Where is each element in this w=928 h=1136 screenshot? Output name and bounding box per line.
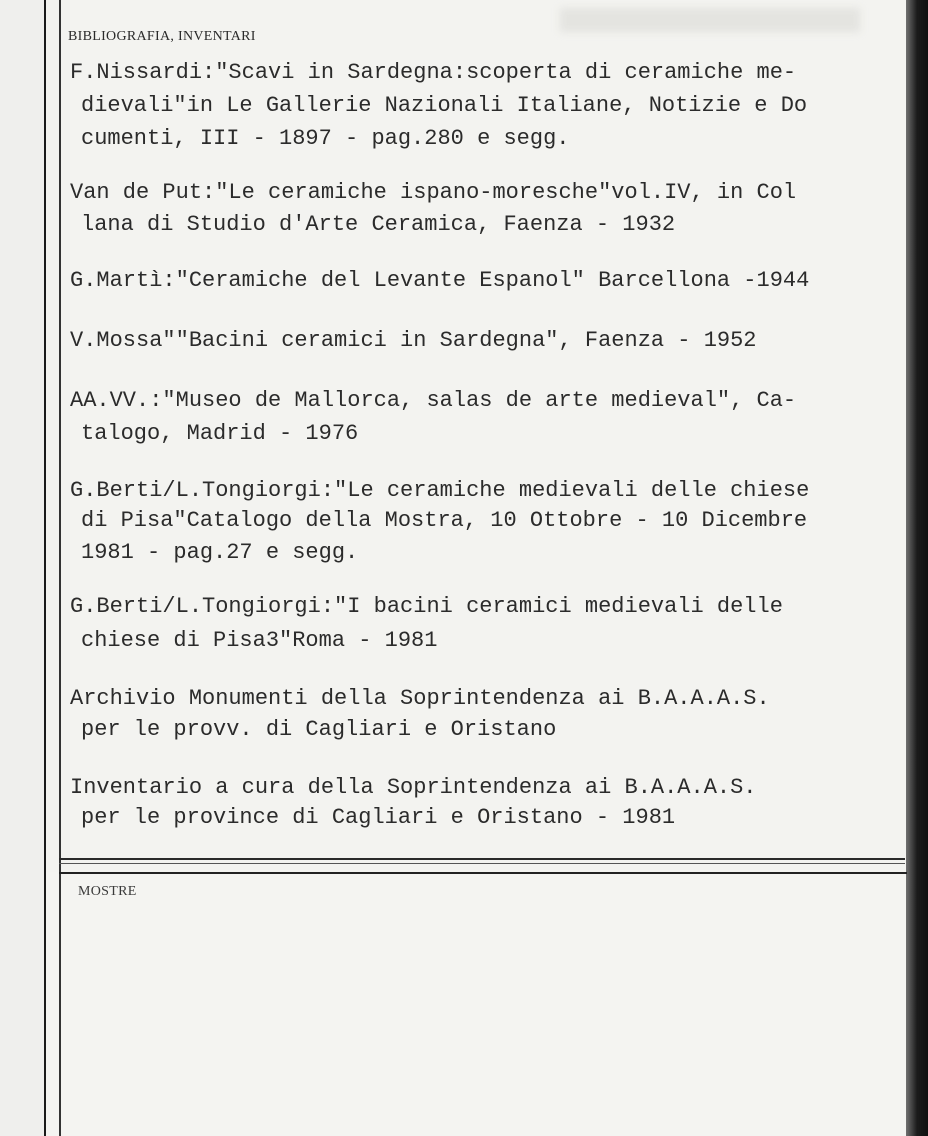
inner-vertical-rule bbox=[59, 0, 61, 1136]
entry-line: Inventario a cura della Soprintendenza ai B.A.A.A.S. bbox=[70, 775, 757, 800]
heading-bibliografia: BIBLIOGRAFIA, INVENTARI bbox=[68, 29, 256, 44]
entry-line: lana di Studio d'Arte Ceramica, Faenza - 1932 bbox=[81, 212, 676, 237]
section-divider-top bbox=[59, 858, 905, 860]
entry-line: per le province di Cagliari e Oristano - 1981 bbox=[81, 805, 676, 830]
entry-line: talogo, Madrid - 1976 bbox=[81, 421, 359, 446]
entry-line: AA.VV.:"Museo de Mallorca, salas de arte medieval", Ca- bbox=[70, 388, 797, 413]
entry-line: Van de Put:"Le ceramiche ispano-moresche"vol.IV, in Col bbox=[70, 180, 797, 205]
entry-line: G.Berti/L.Tongiorgi:"I bacini ceramici medievali delle bbox=[70, 594, 783, 619]
left-margin-strip bbox=[0, 0, 45, 1136]
entry-line: V.Mossa""Bacini ceramici in Sardegna", Faenza - 1952 bbox=[70, 328, 757, 353]
right-edge-shadow bbox=[906, 0, 928, 1136]
outer-vertical-rule bbox=[44, 0, 46, 1136]
entry-line: G.Martì:"Ceramiche del Levante Espanol" Barcellona -1944 bbox=[70, 268, 810, 293]
entry-line: dievali"in Le Gallerie Nazionali Italiane, Notizie e Do bbox=[81, 93, 808, 118]
entry-line: cumenti, III - 1897 - pag.280 e segg. bbox=[81, 126, 570, 151]
paper-smudge bbox=[560, 8, 860, 32]
entry-line: F.Nissardi:"Scavi in Sardegna:scoperta di ceramiche me- bbox=[70, 60, 797, 85]
section-divider-middle bbox=[59, 863, 905, 864]
heading-mostre: MOSTRE bbox=[78, 884, 137, 899]
card-lower-area bbox=[44, 872, 914, 1136]
entry-line: chiese di Pisa3"Roma - 1981 bbox=[81, 628, 438, 653]
entry-line: G.Berti/L.Tongiorgi:"Le ceramiche medievali delle chiese bbox=[70, 478, 810, 503]
entry-line: per le provv. di Cagliari e Oristano bbox=[81, 717, 557, 742]
entry-line: di Pisa"Catalogo della Mostra, 10 Ottobre - 10 Dicembre bbox=[81, 508, 808, 533]
entry-line: Archivio Monumenti della Soprintendenza ai B.A.A.A.S. bbox=[70, 686, 770, 711]
section-divider-bottom bbox=[59, 872, 907, 874]
entry-line: 1981 - pag.27 e segg. bbox=[81, 540, 359, 565]
